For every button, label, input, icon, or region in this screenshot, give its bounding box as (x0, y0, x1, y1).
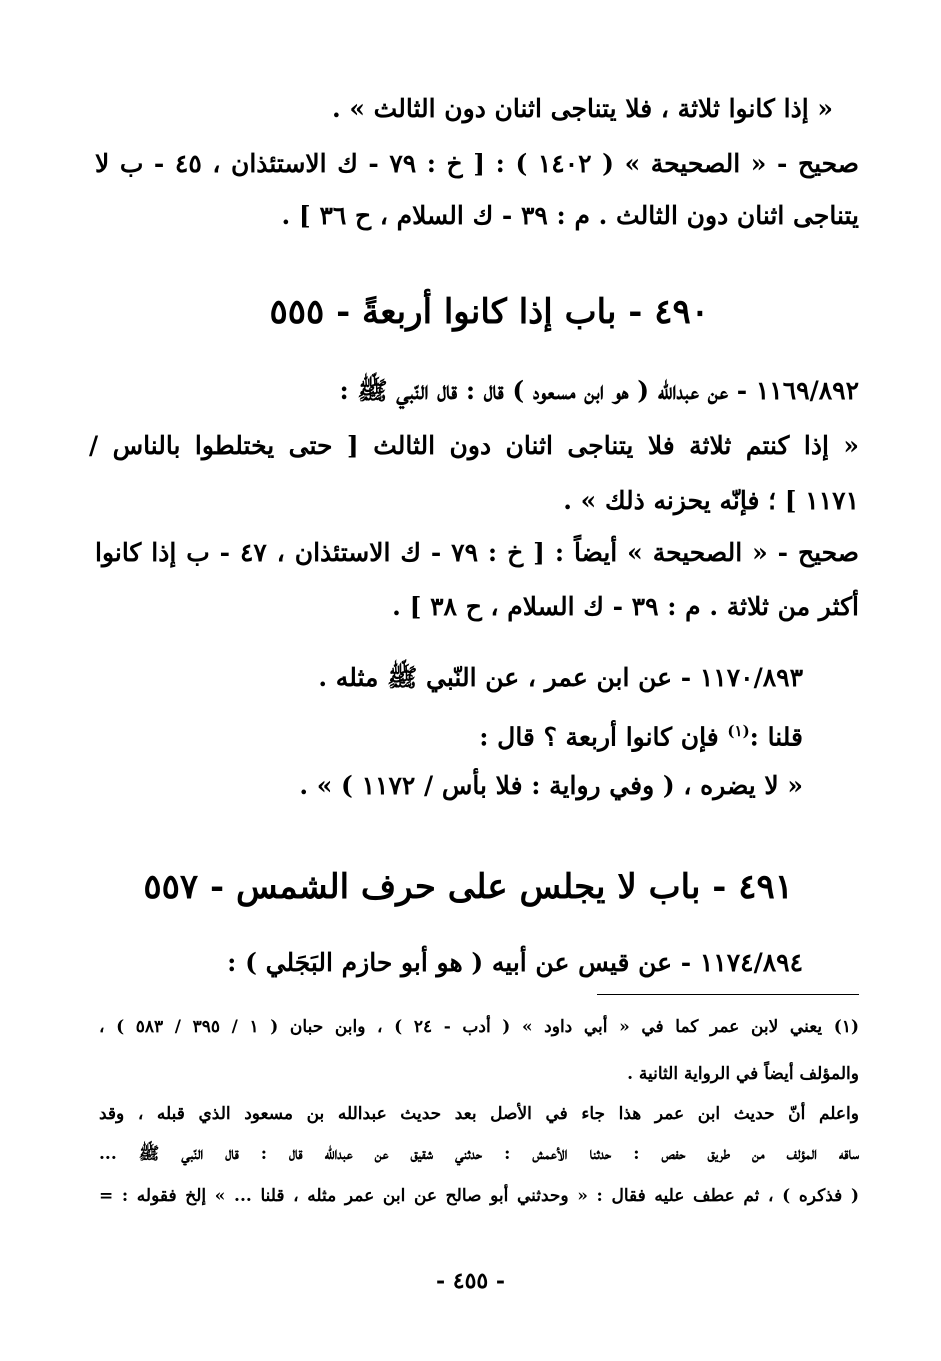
text-line: « إذا كانوا ثلاثة ، فلا يتناجى اثنان دون الثالث » . (331, 94, 833, 123)
hadith-line: « لا يضره ، ( وفي رواية : فلا بأس / ١١٧٢ ) » . (299, 771, 803, 800)
hadith-line: ١١٦٩/٨٩٢ - عن عبدالله ( هو ابن مسعود ) قال : قال النّبي ﷺ : (339, 376, 859, 405)
footnote-line: ساقه المؤلف من طريق حفص : حدثنا الأعمش : حدثني شقيق عن عبدالله قال : قال النّبي ﷺ ... (99, 1144, 859, 1164)
text-span: فإن كانوا أربعة ؟ قال : (479, 722, 728, 752)
footnote-ref: (١) (727, 722, 750, 740)
text-line: أكثر من ثلاثة . م : ٣٩ - ك السلام ، ح ٣٨ ] . (392, 592, 859, 621)
footnote-line: ( فذكره ) ، ثم عطف عليه فقال : « وحدثني أبو صالح عن ابن عمر مثله ، قلنا ... » إلخ فقوله : = (99, 1186, 859, 1206)
hadith-line: ١١٧١ ] ؛ فإنّه يحزنه ذلك » . (563, 486, 859, 515)
text-line: يتناجى اثنان دون الثالث . م : ٣٩ - ك السلام ، ح ٣٦ ] . (281, 201, 859, 230)
chapter-heading: ٤٩٠ - باب إذا كانوا أربعةً - ٥٥٥ (269, 292, 709, 332)
footnote-line: (١) يعني لابن عمر كما في « أبي داود » ( أدب - ٢٤ ) ، وابن حبان ( ١ / ٣٩٥ / ٥٨٣ ) ، (99, 1017, 860, 1037)
text-line: صحيح - « الصحيحة » ( ١٤٠٢ ) : [ خ : ٧٩ - ك الاستئذان ، ٤٥ - ب لا (95, 149, 859, 178)
footnote-line: واعلم أنّ حديث ابن عمر هذا جاء في الأصل بعد حديث عبدالله بن مسعود الذي قبله ، وقد (99, 1104, 859, 1124)
footnote-line: والمؤلف أيضاً في الرواية الثانية . (627, 1064, 859, 1084)
chapter-heading: ٤٩١ - باب لا يجلس على حرف الشمس - ٥٥٧ (143, 867, 793, 907)
page-number: - ٤٥٥ - (435, 1268, 506, 1294)
hadith-line: « إذا كنتم ثلاثة فلا يتناجى اثنان دون الثالث [ حتى يختلطوا بالناس / (89, 431, 859, 460)
text-span: قلنا : (749, 722, 803, 752)
hadith-line: ١١٧٠/٨٩٣ - عن ابن عمر ، عن النّبي ﷺ مثله . (318, 663, 803, 692)
hadith-line (479, 714, 803, 754)
hadith-line: ١١٧٤/٨٩٤ - عن قيس عن أبيه ( هو أبو حازم البَجَلي ) : (227, 948, 803, 977)
text-line: صحيح - « الصحيحة » أيضاً : [ خ : ٧٩ - ك الاستئذان ، ٤٧ - ب إذا كانوا (95, 538, 859, 567)
footnote-separator (597, 994, 859, 995)
